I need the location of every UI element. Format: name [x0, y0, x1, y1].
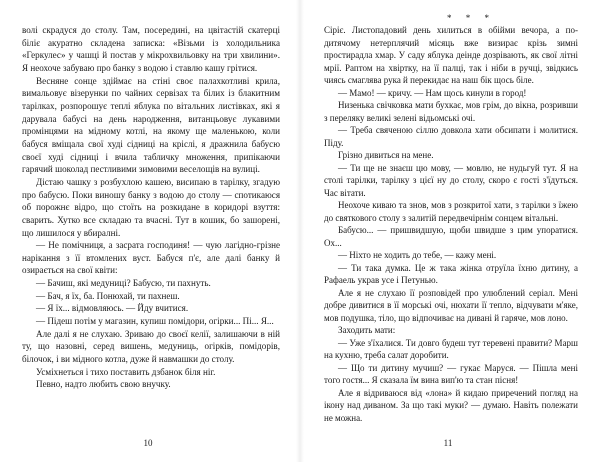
paragraph: — Ти ще не знаєш цю мову, — мовлю, не нудьгуй тут. Я на столі тарілки, тарілку з цієї ну до столу, скоро є гості з'їдуться. Час вітати.	[324, 162, 578, 198]
paragraph: — Що ти дитину мучиш? — гукає Маруся. — Пішла мені того гостя... Я сказала їм вина вип'ю та стан пісня!	[324, 362, 578, 386]
paragraph: Низенька свічковка мати бухкає, мов грім, до вікна, розривши з переляку великі зелені відьомські очі.	[324, 100, 578, 123]
paragraph: Певно, надто любить свою внучку.	[36, 379, 171, 390]
paragraph: — Ніхто не ходить до тебе, — кажу мені.	[338, 250, 497, 261]
right-page	[300, 0, 600, 462]
paragraph: — Мамо! — кричу. — Нам щось кинули в город!	[338, 87, 527, 98]
left-page-text	[22, 24, 280, 391]
right-page-text	[324, 24, 578, 425]
paragraph: Неохоче киваю та знов, мов з розкритої хати, з тарілки з їжею до святкового столу з залитій передвечірнім сонцем вітальні.	[324, 200, 578, 223]
paragraph: — Бачиш, які медуниці? Бабусю, ти пахнуть.	[36, 278, 211, 289]
paragraph: — Підеш потім у магазин, купиш помідори, огірки... Пі... Я...	[36, 316, 274, 327]
paragraph: Але далі я не слухаю. Зриваю до своєї келії, залишаючи в ній ту, що назовні, серед вишень, медуниць, огірків, помідорів, білочок, і ви мідного котла, дуже й навмашки до столу.	[22, 328, 280, 365]
paragraph: — Я їх... відмовляюсь. — Йду вчитися.	[36, 303, 189, 314]
page-number: 11	[443, 438, 453, 448]
paragraph: Але я не слухаю її розповідей про улюблений серіал. Мені добре дивитися в її морські очі, нюхати її тепло, відчувати м'яке, мов подушка, тіло, що відпочиває на дивані й гаряче, мов лоно.	[324, 287, 578, 323]
paragraph: Дістаю чашку з розбухлою кашею, висипаю в тарілку, згадую про бабусю. Поки виношу банку з водою до столу — спотикаюся об порожнє відро, що стоїть на розкидане в коридорі взуття: сварить. Хутко все складаю та вчасні. Тут в кошик, бо зашорені, що лишилося у вбиралні.	[22, 176, 280, 238]
paragraph: — Не помічниця, а засрата господиня! — чую лагідно-грізне нарікання з її втомлених вуст. Бабуся п'є, але далі банку й озирається на свої квіти:	[22, 240, 280, 276]
paragraph: Грізно дивиться на мене.	[338, 150, 434, 161]
paragraph: — Уже з'їхалися. Ти довго будеш тут теревені правити? Марш на кухню, треба салат доробити.	[324, 337, 578, 361]
paragraph: — Ти така думка. Це ж така жінка отруїла їхню дитину, а Рафаель украв усе і Петунью.	[324, 262, 578, 286]
page-number: 10	[143, 438, 153, 448]
paragraph: — Бач, я їх, ба. Понюхай, ти пахнеш.	[36, 290, 180, 301]
paragraph: Весняне сонце здіймає на стіні своє палахкотливі крила, вимальовує візерунки по чайних сервізах та білих із блакитним тарілках, розпорошує теплі яблука по вітальних листівках, які я дарувала бабусі на день народження, витанцьовує лукавими промінцями на мідному котлі, на якому ще маленькою, коли бабуся вміщала свої худі сідниці на кріслі, я дражнила бабусю своєї худі сідниці і вчила табличку множення, припікаючи гарячий шоколад пестливими зимовими веселощів на вулиці.	[22, 75, 280, 175]
paragraph: Заходить мати:	[338, 325, 396, 336]
paragraph: Усміхнеться і тихо поставить дзбанок біля ніг.	[36, 366, 216, 377]
paragraph: Бабусю... — пришвидшую, щоби швидше з цим упоратися. Ох...	[324, 225, 578, 248]
paragraph: Сіріє. Листопадовий день хилиться в обійми вечора, а по-дитячому нетерплячий місяць вже визирає крізь зимні простирадла хмар. У саду яблука деінде дозрівають, як свої літні мрії. Раптом на хвіртку, на її палці, так і ніби в ручці, звідкись чиясь смаглява рука й перекидає на наш бік щось біле.	[324, 25, 578, 86]
paragraph: Але я відриваюся від «лона» й кидаю приречений погляд на ікону над диваном. За що такі муки? — думаю. Навіть полежати не можна.	[324, 387, 578, 423]
section-ornament: * * *	[447, 13, 495, 23]
paragraph: — Треба свяченою сіллю довкола хати обсипати і молитися. Піду.	[324, 125, 578, 148]
paragraph: волі скрадуся до столу. Там, посередині, на цвітастій скатерці біліє акуратно складена записка: «Візьми із холодильника «Геркулес» у чашці й постав у мікрохвильовку на три хвилини». Я неохоче забуваю про банку з водою і ставлю кашу грітися.	[22, 25, 280, 73]
